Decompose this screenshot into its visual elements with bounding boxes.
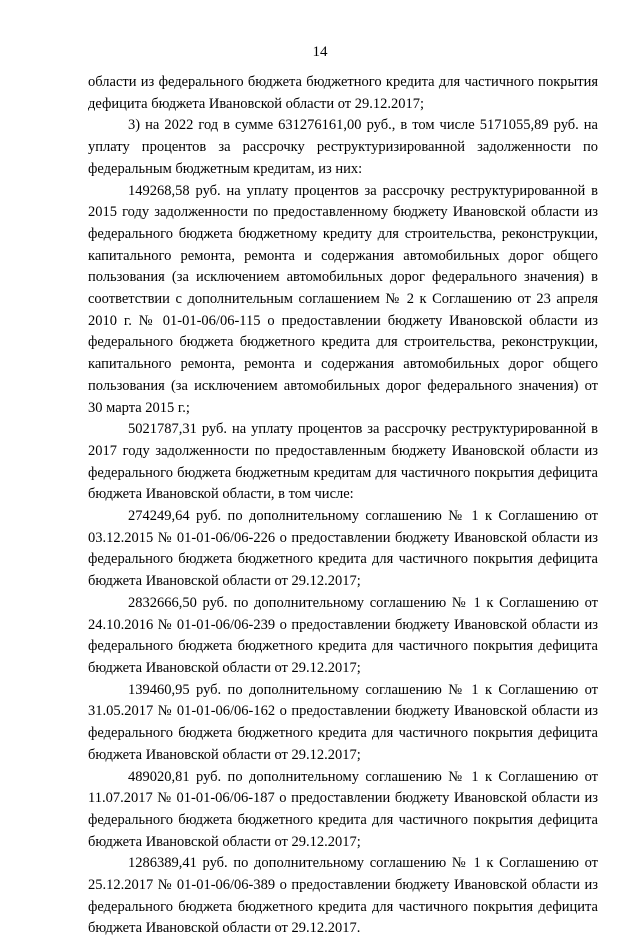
paragraph: 5021787,31 руб. на уплату процентов за рассрочку реструктурированной в 2017 году задолженности по предоставленным бюджету Ивановской области из федерального бюджета бюджетным кредитам для частичного покрытия дефицита бюджета Ивановской области, в том числе: — [88, 421, 598, 503]
paragraph: 2832666,50 руб. по дополнительному соглашению № 1 к Соглашению от 24.10.2016 № 01-01-06/06-239 о предоставлении бюджету Ивановской области из федерального бюджета бюджетного кредита для частичного покрытия дефицита бюджета Ивановской области от 29.12.2017; — [88, 594, 598, 676]
page-number: 14 — [312, 44, 328, 60]
paragraph: 149268,58 руб. на уплату процентов за рассрочку реструктурированной в 2015 году задолженности по предоставленному бюджету Ивановской области из федерального бюджета бюджетному кредиту для строительства, реконструкции, капитального ремонта, ремонта и содержания автомобильных дорог общего пользования (за исключением автомобильных дорог федерального значения) в соответствии с дополнительным соглашением № 2 к Соглашению от 23 апреля 2010 г. № 01-01-06/06-115 о предоставлении бюджету Ивановской области из федерального бюджета бюджетного кредита для строительства, реконструкции, капитального ремонта, ремонта и содержания автомобильных дорог общего пользования (за исключением автомобильных дорог федерального значения) от 30 марта 2015 г.; — [88, 182, 598, 416]
paragraph: 274249,64 руб. по дополнительному соглашению № 1 к Соглашению от 03.12.2015 № 01-01-06/06-226 о предоставлении бюджету Ивановской области из федерального бюджета бюджетного кредита для частичного покрытия дефицита бюджета Ивановской области от 29.12.2017; — [88, 508, 598, 590]
document-body — [88, 72, 598, 940]
paragraph: 139460,95 руб. по дополнительному соглашению № 1 к Соглашению от 31.05.2017 № 01-01-06/06-162 о предоставлении бюджету Ивановской области из федерального бюджета бюджетного кредита для частичного покрытия дефицита бюджета Ивановской области от 29.12.2017; — [88, 681, 598, 763]
paragraph: 3) на 2022 год в сумме 631276161,00 руб., в том числе 5171055,89 руб. на уплату процентов за рассрочку реструктуризированной задолженности по федеральным бюджетным кредитам, из них: — [88, 117, 598, 177]
paragraph: области из федерального бюджета бюджетного кредита для частичного покрытия дефицита бюджета Ивановской области от 29.12.2017; — [88, 74, 598, 112]
paragraph: 489020,81 руб. по дополнительному соглашению № 1 к Соглашению от 11.07.2017 № 01-01-06/06-187 о предоставлении бюджету Ивановской области из федерального бюджета бюджетного кредита для частичного покрытия дефицита бюджета Ивановской области от 29.12.2017; — [88, 768, 598, 850]
paragraph: 1286389,41 руб. по дополнительному соглашению № 1 к Соглашению от 25.12.2017 № 01-01-06/06-389 о предоставлении бюджету Ивановской области из федерального бюджета бюджетного кредита для частичного покрытия дефицита бюджета Ивановской области от 29.12.2017. — [88, 855, 598, 937]
